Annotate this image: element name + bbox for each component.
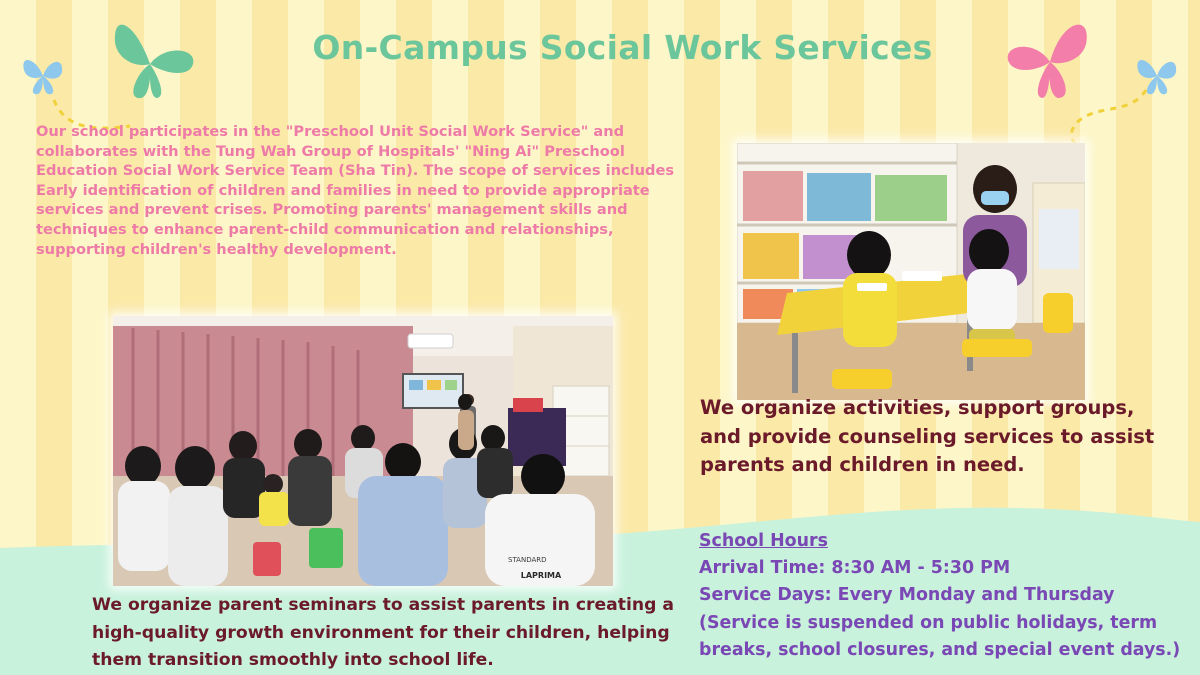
activities-caption: We organize activities, support groups, and provide counseling services to assist parents and children in need. [700,396,1155,476]
school-hours-section [699,528,1194,664]
seminars-caption: We organize parent seminars to assist parents in creating a high-quality growth environment for their children, helping them transition smoothly into school life. [92,595,674,670]
service-suspension-note: (Service is suspended on public holidays, term breaks, school closures, and special event days.) [699,612,1181,660]
counseling-session-photo [737,143,1085,400]
service-days: Service Days: Every Monday and Thursday [699,585,1115,606]
intro-paragraph: Our school participates in the "Preschool Unit Social Work Service" and collaborates with the Tung Wah Group of Hospitals' "Ning Ai" Preschool Education Social Work Service Team (Sha Tin). The scope of services includes Early identification of children and families in need to provide appropriate services and prevent crises. Promoting parents' management skills and techniques to enhance parent-child communication and relationships, supporting children's healthy development. [36,123,675,258]
parent-seminar-photo [113,316,613,586]
dashed-flight-trail-right-icon [1062,86,1152,148]
shirt-tag-text: STANDARD [508,556,547,564]
shirt-brand-text: LAPRIMA [520,571,562,580]
school-hours-heading: School Hours [699,531,828,551]
page-title: On-Campus Social Work Services [312,28,933,67]
arrival-time: Arrival Time: 8:30 AM - 5:30 PM [699,558,1011,579]
